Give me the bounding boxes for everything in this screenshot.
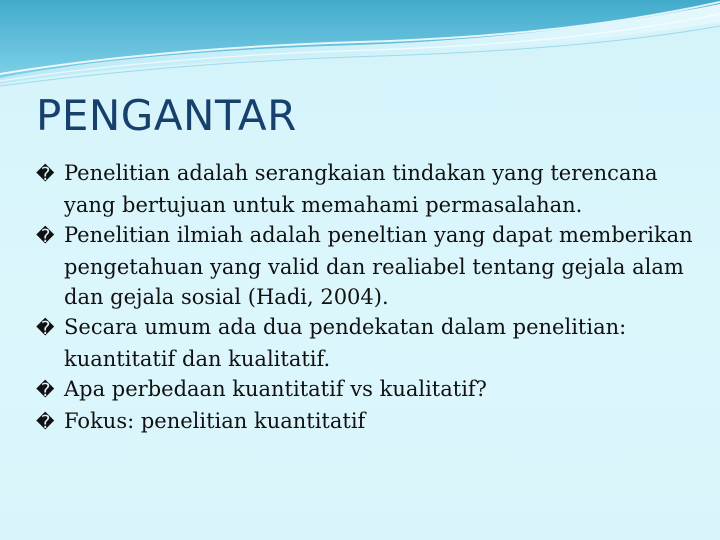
bullet-text: Apa perbedaan kuantitatif vs kualitatif? (64, 377, 487, 401)
bullet-item-1 (36, 158, 696, 220)
bullet-marker-icon: � (36, 412, 55, 433)
bullet-list (36, 158, 696, 438)
bullet-item-2 (36, 220, 696, 312)
bullet-marker-icon: � (36, 318, 55, 339)
bullet-text: Secara umum ada dua pendekatan dalam penelitian: kuantitatif dan kualitatif. (64, 315, 627, 371)
bullet-text: Penelitian ilmiah adalah peneltian yang dapat memberikan pengetahuan yang valid dan realiabel tentang gejala alam dan gejala sosial (Hadi, 2004). (64, 223, 693, 309)
bullet-item-5 (36, 406, 696, 438)
bullet-marker-icon: � (36, 164, 55, 185)
bullet-marker-icon: � (36, 226, 55, 247)
slide-title: PENGANTAR (36, 91, 297, 140)
bullet-marker-icon: � (36, 380, 55, 401)
bullet-text: Penelitian adalah serangkaian tindakan yang terencana yang bertujuan untuk memahami permasalahan. (64, 161, 658, 217)
wave-header-decoration (0, 0, 720, 90)
bullet-item-4 (36, 374, 696, 406)
bullet-text: Fokus: penelitian kuantitatif (64, 409, 366, 433)
bullet-item-3 (36, 312, 696, 374)
